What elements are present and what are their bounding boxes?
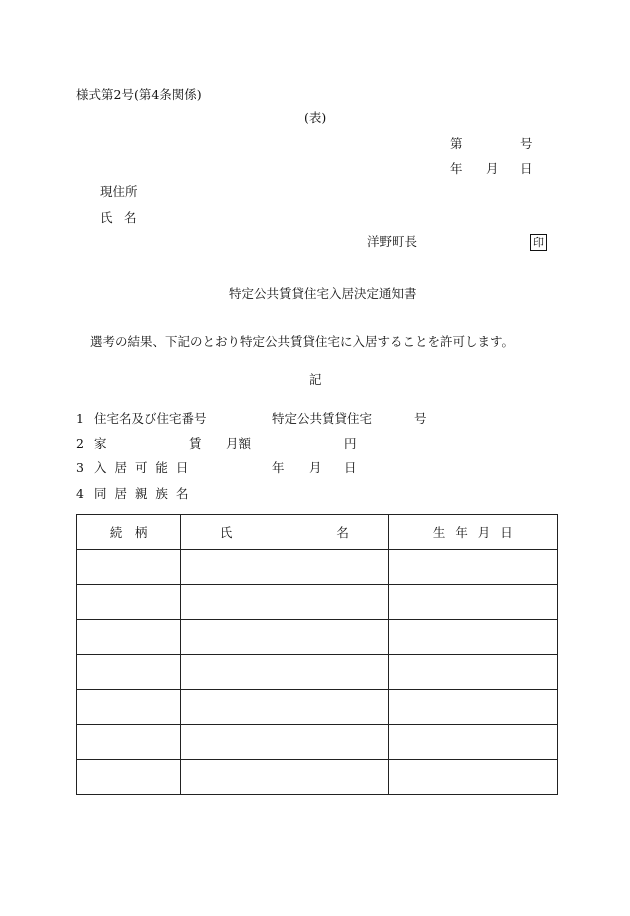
item-1-value: 特定公共賃貸住宅	[272, 411, 373, 426]
table-row	[77, 725, 558, 760]
birthdate-cell[interactable]	[388, 620, 557, 655]
birthdate-cell[interactable]	[388, 655, 557, 690]
item-2-number: 2	[76, 436, 84, 451]
date-day: 日	[520, 161, 533, 176]
item-3-month: 月	[309, 460, 322, 475]
item-1-label: 住宅名及び住宅番号	[94, 411, 207, 426]
name-cell[interactable]	[181, 550, 388, 585]
birthdate-cell[interactable]	[388, 550, 557, 585]
relation-cell[interactable]	[77, 585, 181, 620]
name-label-a: 氏	[100, 210, 113, 225]
table-row	[77, 760, 558, 795]
issuer: 洋野町長	[367, 234, 418, 249]
item-2-label-c: 月額	[226, 436, 252, 451]
name-cell[interactable]	[181, 585, 388, 620]
date-month: 月	[486, 161, 499, 176]
item-3-label: 入 居 可 能 日	[94, 460, 191, 475]
family-table	[76, 514, 558, 795]
item-3-year: 年	[272, 460, 285, 475]
body-text: 選考の結果、下記のとおり特定公共賃貸住宅に入居することを許可します。	[90, 334, 515, 349]
relation-cell[interactable]	[77, 690, 181, 725]
name-cell[interactable]	[181, 655, 388, 690]
name-cell[interactable]	[181, 620, 388, 655]
item-2-suffix: 円	[344, 436, 357, 451]
name-cell[interactable]	[181, 725, 388, 760]
table-row	[77, 690, 558, 725]
birthdate-cell[interactable]	[388, 760, 557, 795]
birthdate-cell[interactable]	[388, 585, 557, 620]
birthdate-cell[interactable]	[388, 725, 557, 760]
doc-number-prefix: 第	[450, 136, 463, 151]
relation-cell[interactable]	[77, 620, 181, 655]
item-1-number: 1	[76, 411, 84, 426]
name-cell[interactable]	[181, 690, 388, 725]
seal-mark: 印	[530, 234, 547, 251]
ki-label: 記	[309, 372, 322, 387]
header-name	[181, 515, 388, 550]
header-name-a: 氏	[219, 525, 233, 540]
item-2-label-a: 家	[94, 436, 107, 451]
item-4-label: 同 居 親 族 名	[94, 486, 191, 501]
relation-cell[interactable]	[77, 760, 181, 795]
table-row	[77, 620, 558, 655]
family-table-header-row	[77, 515, 558, 550]
table-row	[77, 585, 558, 620]
name-label-b: 名	[124, 210, 137, 225]
birthdate-cell[interactable]	[388, 690, 557, 725]
item-2-label-b: 賃	[189, 436, 202, 451]
face-label: (表)	[304, 110, 327, 125]
current-address-label: 現住所	[100, 184, 138, 199]
item-4-number: 4	[76, 486, 84, 501]
document-title: 特定公共賃貸住宅入居決定通知書	[229, 286, 417, 301]
item-1-suffix: 号	[414, 411, 427, 426]
name-cell[interactable]	[181, 760, 388, 795]
header-birthdate: 生 年 月 日	[388, 515, 557, 550]
form-number: 様式第2号(第4条関係)	[76, 87, 202, 102]
table-row	[77, 550, 558, 585]
doc-number-suffix: 号	[520, 136, 533, 151]
item-3-day: 日	[344, 460, 357, 475]
table-row	[77, 655, 558, 690]
item-3-number: 3	[76, 460, 84, 475]
relation-cell[interactable]	[77, 655, 181, 690]
header-name-b: 名	[336, 525, 349, 540]
relation-cell[interactable]	[77, 725, 181, 760]
relation-cell[interactable]	[77, 550, 181, 585]
date-year: 年	[450, 161, 463, 176]
header-relation: 続 柄	[77, 515, 181, 550]
